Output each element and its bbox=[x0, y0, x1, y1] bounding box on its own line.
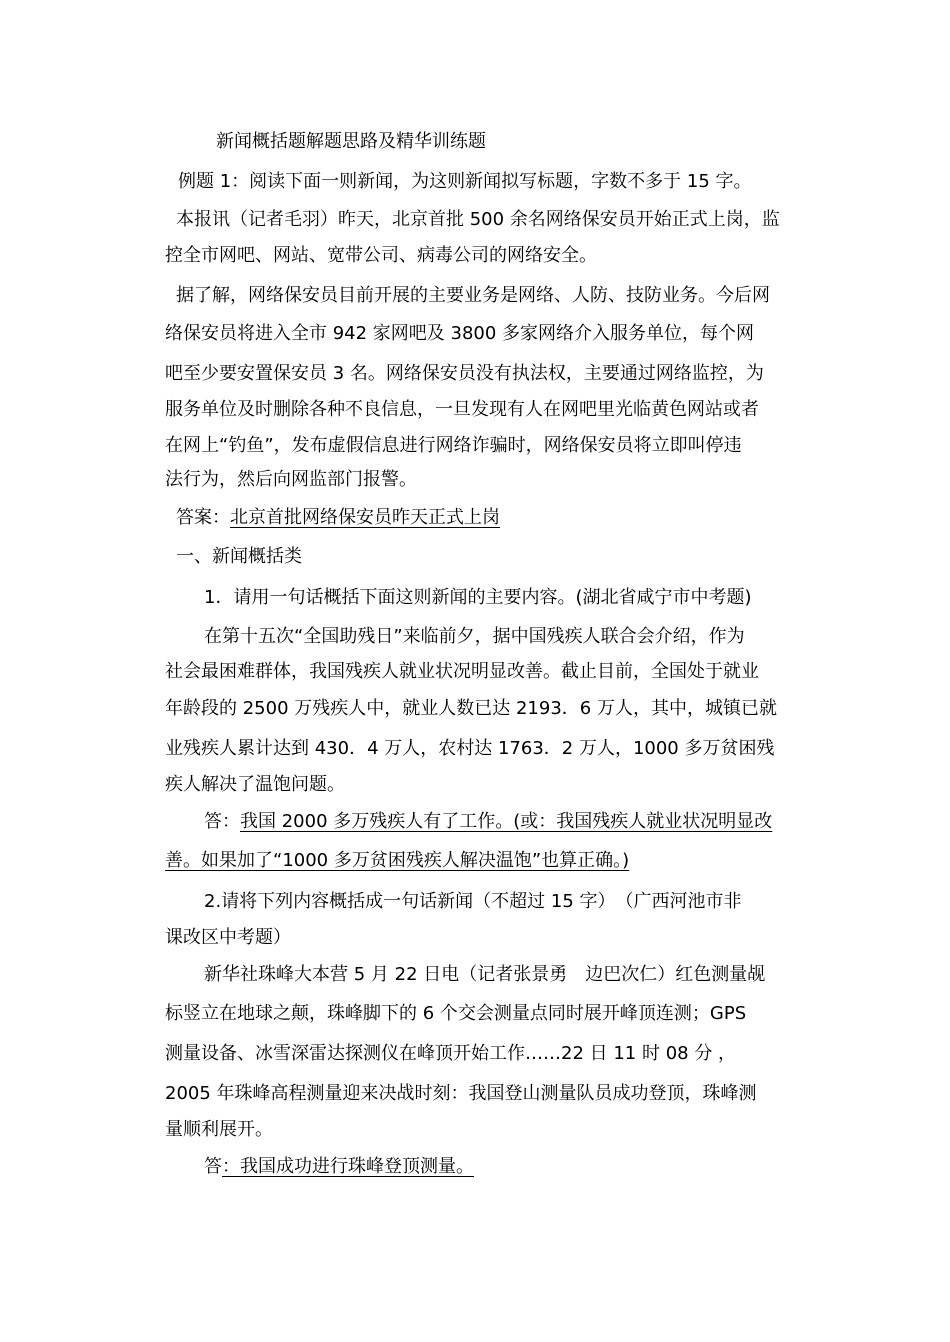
example-paragraph-2-line: 据了解，网络保安员目前开展的主要业务是网络、人防、技防业务。今后网 bbox=[176, 285, 770, 306]
doc-title: 新闻概括题解题思路及精华训练题 bbox=[216, 131, 486, 152]
q1-answer bbox=[204, 810, 772, 834]
q1-body-line: 业残疾人累计达到 430．4 万人，农村达 1763．2 万人，1000 多万贫困残 bbox=[165, 738, 775, 759]
answer-text: ：我国成功进行珠峰登顶测量。 bbox=[222, 1156, 474, 1177]
example-paragraph-2-line: 络保安员将进入全市 942 家网吧及 3800 多家网络介入服务单位，每个网 bbox=[165, 323, 755, 344]
q1-body-line: 在第十五次“全国助残日”来临前夕，据中国残疾人联合会介绍，作为 bbox=[204, 626, 745, 647]
q2-body-line: 测量设备、冰雪深雷达探测仪在峰顶开始工作……22 日 11 时 08 分 ， bbox=[165, 1043, 737, 1064]
q2-prompt-cont: 课改区中考题） bbox=[165, 927, 291, 948]
q2-answer bbox=[204, 1155, 474, 1179]
answer-text: 我国 2000 多万残疾人有了工作。(或：我国残疾人就业状况明显改 bbox=[240, 811, 773, 832]
q2-body-line: 标竖立在地球之颠，珠峰脚下的 6 个交会测量点同时展开峰顶连测；GPS bbox=[165, 1003, 747, 1024]
answer-label: 答案： bbox=[176, 507, 230, 528]
answer-text: 北京首批网络保安员昨天正式上岗 bbox=[230, 507, 500, 528]
q2-body-line: 新华社珠峰大本营 5 月 22 日电（记者张景勇 边巴次仁）红色测量觇 bbox=[204, 964, 766, 985]
answer-label: 答 bbox=[204, 1156, 222, 1177]
q1-body-line: 疾人解决了温饱问题。 bbox=[165, 774, 345, 795]
q2-prompt: 2.请将下列内容概括成一句话新闻（不超过 15 字） （广西河池市非 bbox=[204, 891, 742, 912]
example-prompt: 例题 1：阅读下面一则新闻，为这则新闻拟写标题，字数不多于 15 字。 bbox=[178, 171, 752, 192]
q2-body-line: 2005 年珠峰高程测量迎来决战时刻：我国登山测量队员成功登顶，珠峰测 bbox=[165, 1083, 757, 1104]
q1-answer-cont: 善。如果加了“1000 多万贫困残疾人解决温饱”也算正确。) bbox=[165, 850, 630, 871]
answer-label: 答： bbox=[204, 811, 240, 832]
q1-body-line: 社会最困难群体，我国残疾人就业状况明显改善。截止目前，全国处于就业 bbox=[165, 661, 759, 682]
q2-body-line: 量顺利展开。 bbox=[165, 1119, 273, 1140]
example-paragraph-2-line: 在网上“钓鱼”，发布虚假信息进行网络诈骗时，网络保安员将立即叫停违 bbox=[165, 435, 742, 456]
example-paragraph-1-line: 本报讯（记者毛羽）昨天，北京首批 500 余名网络保安员开始正式上岗，监 bbox=[176, 209, 780, 230]
section-heading: 一、新闻概括类 bbox=[176, 546, 302, 567]
example-paragraph-2-line: 吧至少要安置保安员 3 名。网络保安员没有执法权，主要通过网络监控，为 bbox=[165, 363, 764, 384]
example-paragraph-2-line: 法行为，然后向网监部门报警。 bbox=[165, 469, 417, 490]
example-paragraph-1-line: 控全市网吧、网站、宽带公司、病毒公司的网络安全。 bbox=[165, 245, 597, 266]
q1-prompt: 1．请用一句话概括下面这则新闻的主要内容。(湖北省咸宁市中考题) bbox=[204, 587, 752, 608]
example-answer bbox=[176, 506, 500, 530]
q1-body-line: 年龄段的 2500 万残疾人中，就业人数已达 2193．6 万人，其中，城镇已就 bbox=[165, 698, 777, 719]
example-paragraph-2-line: 服务单位及时删除各种不良信息，一旦发现有人在网吧里光临黄色网站或者 bbox=[165, 399, 759, 420]
